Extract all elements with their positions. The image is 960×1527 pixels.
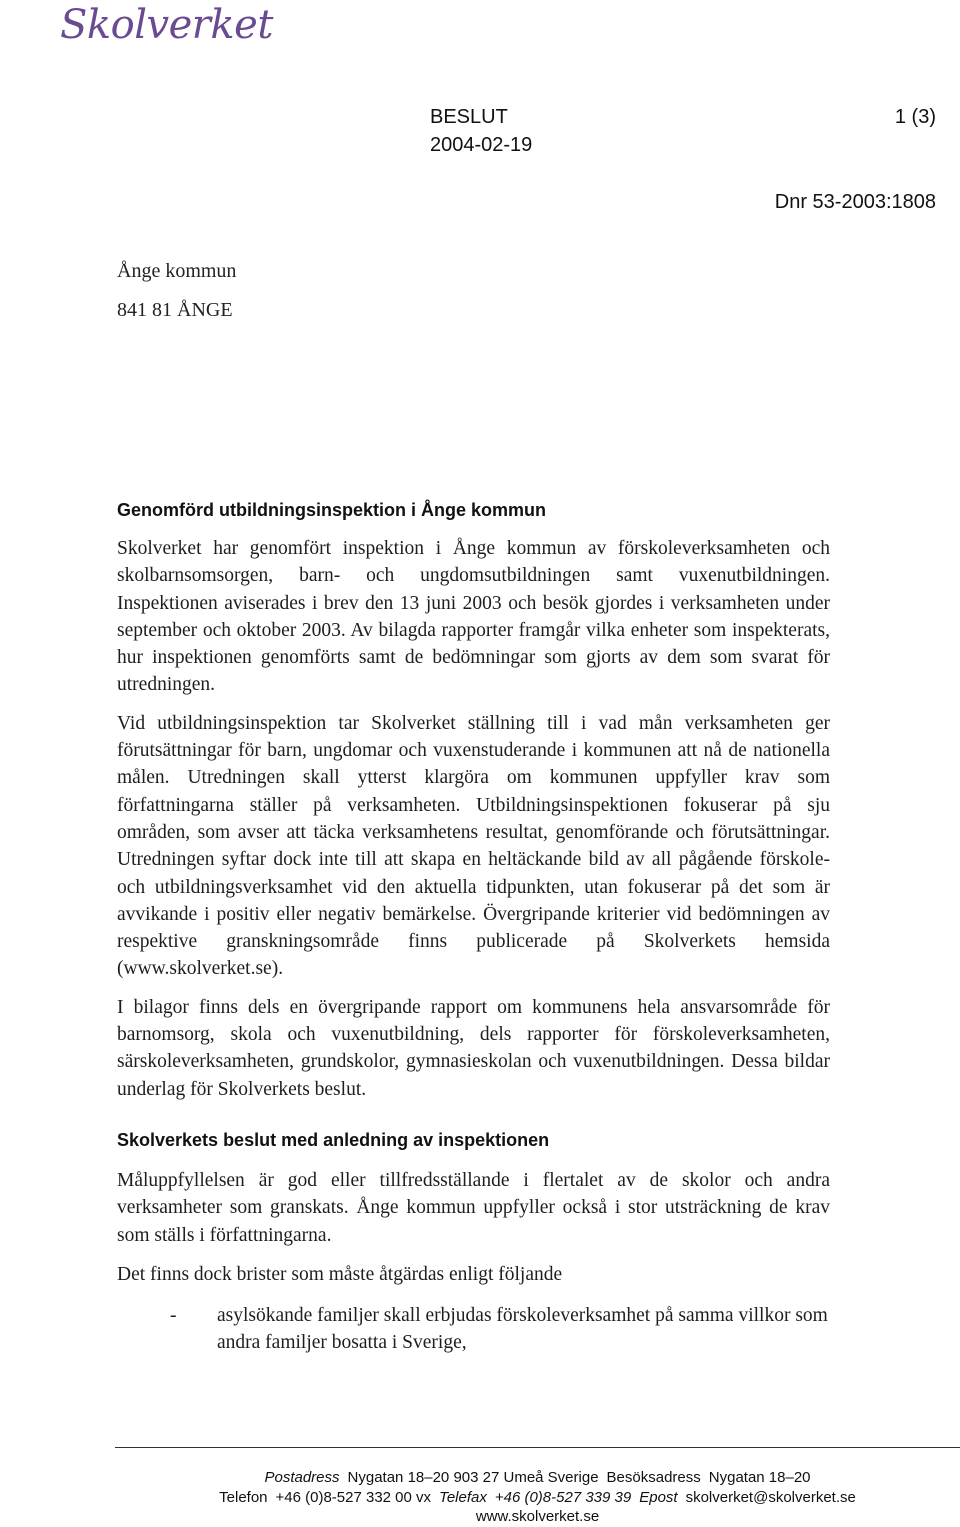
besoksadress-label: Besöksadress bbox=[606, 1469, 701, 1486]
footer-line-2 bbox=[115, 1488, 960, 1508]
besoksadress-value: Nygatan 18–20 bbox=[708, 1469, 811, 1486]
page-number: 1 (3) bbox=[894, 106, 936, 128]
footer bbox=[115, 1468, 960, 1527]
paragraph-inspection-purpose: Vid utbildningsinspektion tar Skolverket ställning till i vad mån verksamheten ger förutsättningar för barn, ungdomar och vuxenstuderande i kommunen att nå de nationella målen. Utredningen skall ytterst klargöra om kommunen uppfyller krav som författningarna ställer på verksamheten. Utbildningsinspektionen fokuserar på sju områden, som avser att täcka verksamhetens resultat, genomförande och förutsättningar. Utredningen syftar dock inte till att skapa en heltäckande bild av all pågående förskole- och utbildningsverksamhet vid den aktuella tidpunkten, utan fokuserar på det som är avvikande i positiv eller negativ bemärkelse. Övergripande kriterier vid bedömningen av respektive granskningsområde finns publicerade på Skolverkets hemsida (www.skolverket.se). bbox=[117, 712, 830, 980]
epost-label: Epost bbox=[639, 1488, 678, 1506]
paragraph-deficiencies: Det finns dock brister som måste åtgärdas enligt följande bbox=[117, 1263, 563, 1285]
footer-line-1 bbox=[115, 1468, 960, 1488]
epost-value[interactable]: skolverket@skolverket.se bbox=[685, 1488, 856, 1506]
footer-divider bbox=[115, 1447, 960, 1448]
postadress-label: Postadress bbox=[264, 1469, 340, 1486]
list-item bbox=[117, 1302, 830, 1357]
document-type: BESLUT bbox=[430, 106, 508, 128]
telefon-value: +46 (0)8-527 332 00 vx bbox=[275, 1488, 432, 1506]
section-heading-decision: Skolverkets beslut med anledning av inspektionen bbox=[117, 1129, 550, 1150]
telefax-value: +46 (0)8-527 339 39 bbox=[494, 1488, 632, 1506]
bullet-marker: - bbox=[170, 1305, 177, 1327]
document-date: 2004-02-19 bbox=[430, 134, 533, 156]
diary-number: Dnr 53-2003:1808 bbox=[774, 191, 936, 213]
website-link[interactable]: www.skolverket.se bbox=[475, 1508, 600, 1525]
skolverket-logo: Skolverket bbox=[60, 2, 273, 48]
footer-line-3 bbox=[115, 1507, 960, 1527]
bullet-text: asylsökande familjer skall erbjudas förskoleverksamhet på samma villkor som andra familjer bosatta i Sverige, bbox=[217, 1305, 828, 1354]
section-heading-inspection: Genomförd utbildningsinspektion i Ånge kommun bbox=[117, 500, 546, 520]
telefon-label: Telefon bbox=[219, 1488, 268, 1506]
paragraph-attachments: I bilagor finns dels en övergripande rapport om kommunens hela ansvarsområde för barnomsorg, skola och vuxenutbildning, dels rapporter för förskoleverksamheten, särskoleverksamheten, grundskolor, gymnasieskolan och vuxenutbildningen. Dessa bildar underlag för Skolverkets beslut. bbox=[117, 996, 830, 1100]
letter-body bbox=[117, 497, 830, 1357]
paragraph-goal-fulfilment: Måluppfyllelsen är god eller tillfredsställande i flertalet av de skolor och andra verksamheter som granskats. Ånge kommun uppfyller också i stor utsträckning de krav som ställs i författningarna. bbox=[117, 1169, 830, 1246]
paragraph-intro: Skolverket har genomfört inspektion i Ånge kommun av förskoleverksamheten och skolbarnsomsorgen, barn- och ungdomsutbildningen samt vuxenutbildningen. Inspektionen aviserades i brev den 13 juni 2003 och besök gjordes i verksamheten under september och oktober 2003. Av bilagda rapporter framgår vilka enheter som inspekterats, hur inspektionen genomförts samt de bedömningar som gjorts av dem som svarat för utredningen. bbox=[117, 538, 830, 696]
recipient-postal: 841 81 ÅNGE bbox=[117, 299, 233, 321]
telefax-label: Telefax bbox=[439, 1488, 487, 1506]
postadress-value: Nygatan 18–20 903 27 Umeå Sverige bbox=[347, 1469, 599, 1486]
recipient-name: Ånge kommun bbox=[117, 260, 237, 282]
